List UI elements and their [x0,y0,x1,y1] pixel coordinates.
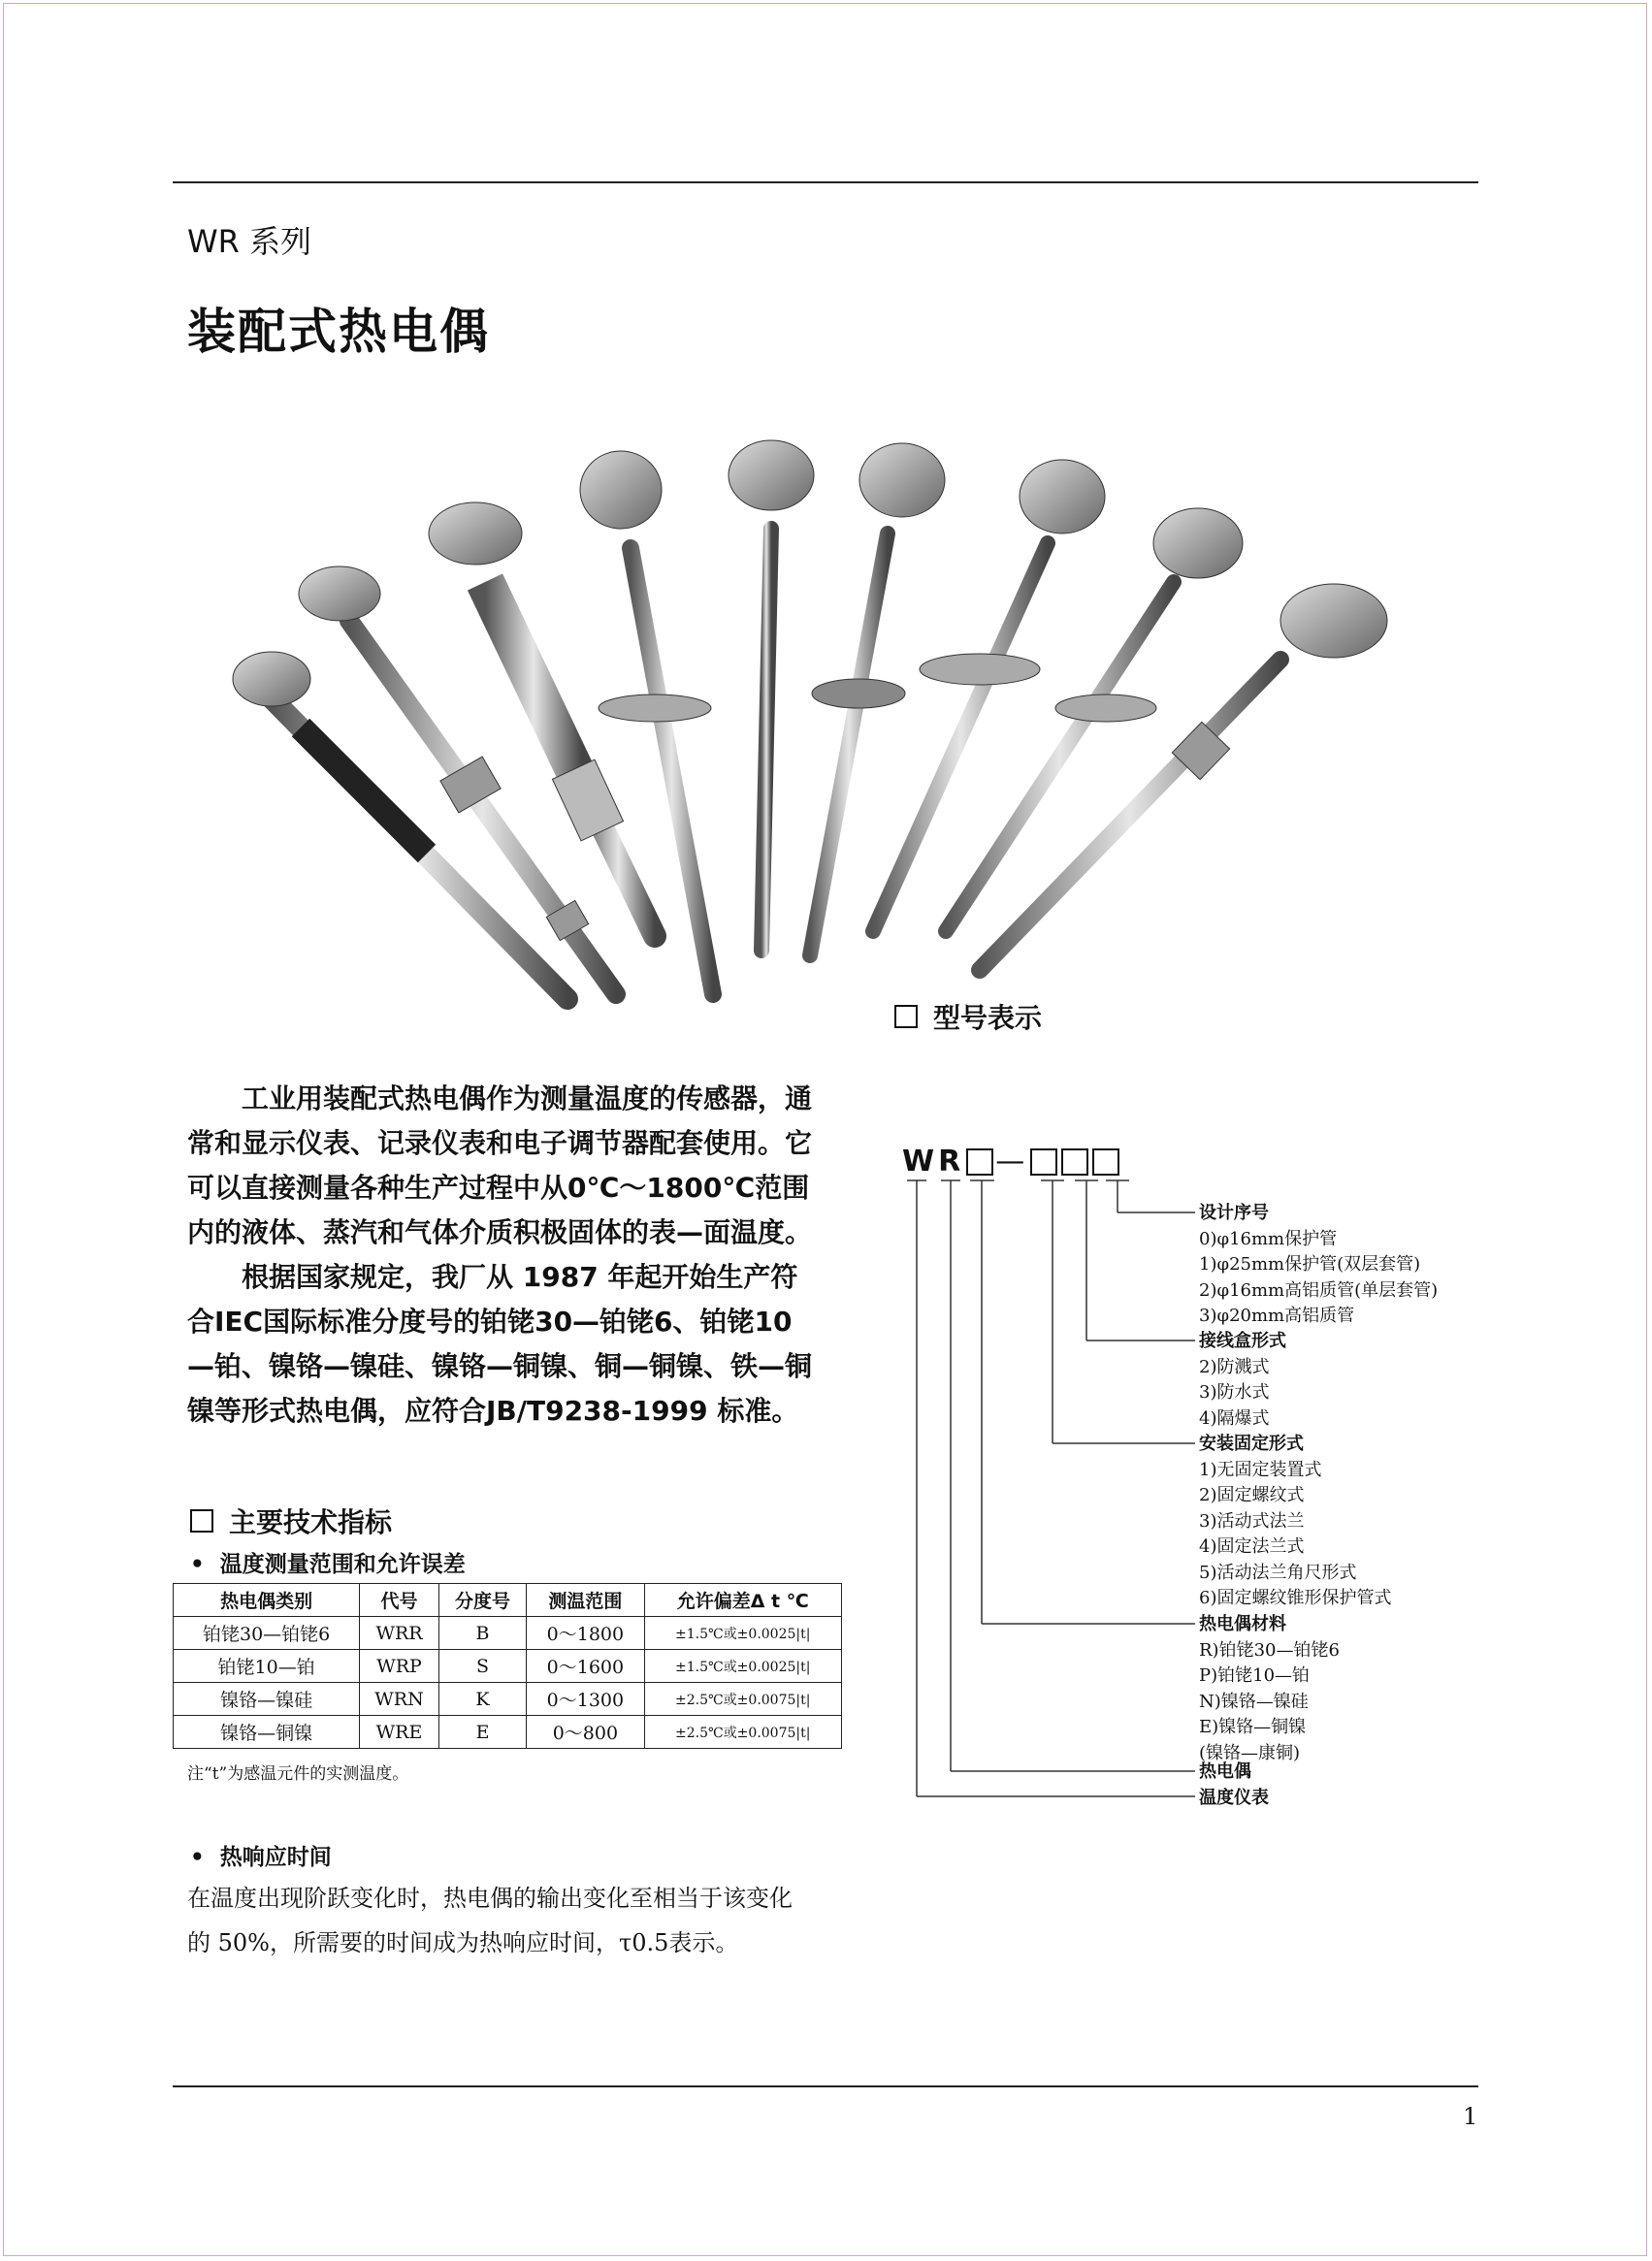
legend-item: N)镍铬—镍硅 [1199,1691,1309,1712]
table-row [174,1617,842,1650]
col-header: 代号 [360,1584,439,1617]
legend-item: 3)φ20mm高铝质管 [1199,1306,1355,1326]
response-line-2: 的 50%，所需要的时间成为热响应时间，τ0.5表示。 [187,1929,739,1956]
table-cell: ±1.5℃或±0.0025|t| [644,1617,842,1650]
table-cell: 铂铑30—铂铑6 [174,1617,360,1650]
series-label: WR 系列 [187,223,312,260]
legend-head: 接线盒形式 [1199,1331,1286,1351]
table-cell: ±2.5℃或±0.0075|t| [644,1716,842,1749]
response-text [187,1876,847,1965]
table-cell: 镍铬—铜镍 [174,1716,360,1749]
table-cell: 铂铑10—铂 [174,1650,360,1683]
specs-bullet-text: 温度测量范围和允许误差 [219,1552,466,1577]
legend-item: 2)φ16mm高铝质管(单层套管) [1199,1279,1439,1301]
legend-item: R)铂铑30—铂铑6 [1199,1639,1340,1661]
model-heading-text: 型号表示 [933,1002,1043,1034]
page-title: 装配式热电偶 [187,304,490,360]
col-header: 热电偶类别 [174,1584,360,1617]
bullet-dot-icon: • [190,1552,220,1577]
legend-item: (镍铬—康铜) [1199,1742,1301,1763]
response-bullet [190,1839,332,1871]
specs-heading-text: 主要技术指标 [229,1506,393,1538]
response-line-1: 在温度出现阶跃变化时，热电偶的输出变化至相当于该变化 [187,1885,793,1912]
legend-material [1199,1612,1340,1766]
intro-paragraph-2: 根据国家规定，我厂从 1987 年起开始生产符合IEC国际标准分度号的铂铑30—铂铑6、铂铑10—铂、镍铬—镍硅、镍铬—铜镍、铜—铜镍、铁—铜镍等形式热电偶，应符合JB/T9238-1999 标准。 [187,1261,813,1427]
code-box-material [966,1148,993,1176]
table-cell: WRE [360,1716,439,1749]
model-diagram-lines [907,1180,1195,1796]
table-cell: ±2.5℃或±0.0075|t| [644,1683,842,1716]
table-cell: S [438,1650,526,1683]
legend-junction [1199,1329,1286,1432]
legend-item: 5)活动法兰角尺形式 [1199,1562,1357,1583]
table-row [174,1650,842,1683]
legend-mount [1199,1432,1391,1612]
legend-item: 3)活动式法兰 [1199,1510,1305,1532]
bullet-dot-icon: • [190,1845,220,1870]
legend-head: 热电偶材料 [1199,1614,1286,1634]
col-header: 测温范围 [527,1584,644,1617]
code-box-mount [1030,1148,1057,1176]
code-box-junction [1061,1148,1088,1176]
code-box-design [1092,1148,1119,1176]
legend-item: P)铂铑10—铂 [1199,1665,1311,1686]
model-code [902,1145,1121,1179]
table-cell: E [438,1716,526,1749]
table-cell: WRR [360,1617,439,1650]
probe-6 [810,443,945,955]
checkbox-square-icon [894,1005,918,1028]
probe-8 [946,508,1243,931]
model-section-heading [894,997,1042,1036]
table-cell: ±1.5℃或±0.0025|t| [644,1650,842,1683]
table-cell: 0～1800 [527,1617,644,1650]
specs-heading [190,1502,392,1540]
col-header: 允许偏差Δ t ℃ [644,1584,842,1617]
legend-item: 6)固定螺纹锥形保护管式 [1199,1588,1392,1608]
table-header-row [174,1584,842,1617]
legend-thermocouple [1199,1760,1269,1811]
legend-item: 4)固定法兰式 [1199,1536,1305,1557]
table-cell: B [438,1617,526,1650]
table-cell: WRP [360,1650,439,1683]
table-cell: WRN [360,1683,439,1716]
legend-item: 1)无固定装置式 [1199,1459,1322,1480]
intro-paragraph-1: 工业用装配式热电偶作为测量温度的传感器，通常和显示仪表、记录仪表和电子调节器配套使用。它可以直接测量各种生产过程中从0℃～1800℃范围内的液体、蒸汽和气体介质积极固体的表—面温度。 [187,1082,813,1248]
table-row [174,1683,842,1716]
legend-item: 2)防溅式 [1199,1356,1270,1377]
col-header: 分度号 [438,1584,526,1617]
legend-design [1199,1201,1438,1330]
legend-head: 温度仪表 [1199,1787,1269,1808]
legend-item: 4)隔爆式 [1199,1407,1270,1429]
legend-item: 1)φ25mm保护管(双层套管) [1199,1254,1421,1275]
table-cell: 0～1600 [527,1650,644,1683]
legend-item: 0)φ16mm保护管 [1199,1228,1338,1249]
table-row [174,1716,842,1749]
spec-table [173,1583,842,1749]
response-bullet-text: 热响应时间 [219,1845,332,1870]
legend-head: 安装固定形式 [1199,1434,1304,1454]
legend-item: E)镍铬—铜镍 [1199,1717,1307,1737]
table-cell: 0～1300 [527,1683,644,1716]
legend-item: 3)防水式 [1199,1382,1270,1403]
specs-bullet [190,1546,466,1578]
intro-text [187,1077,818,1434]
legend-item: 2)固定螺纹式 [1199,1485,1305,1505]
page-number: 1 [1463,2103,1478,2130]
table-cell: K [438,1683,526,1716]
model-code-prefix: WR [902,1145,965,1179]
legend-head: 热电偶 [1199,1761,1251,1782]
table-cell: 镍铬—镍硅 [174,1683,360,1716]
legend-head: 设计序号 [1199,1203,1269,1223]
probe-5 [729,440,814,951]
table-cell: 0～800 [527,1716,644,1749]
checkbox-square-icon [190,1509,213,1533]
model-code-dash: — [995,1145,1029,1179]
table-note: 注“t”为感温元件的实测温度。 [187,1764,409,1784]
